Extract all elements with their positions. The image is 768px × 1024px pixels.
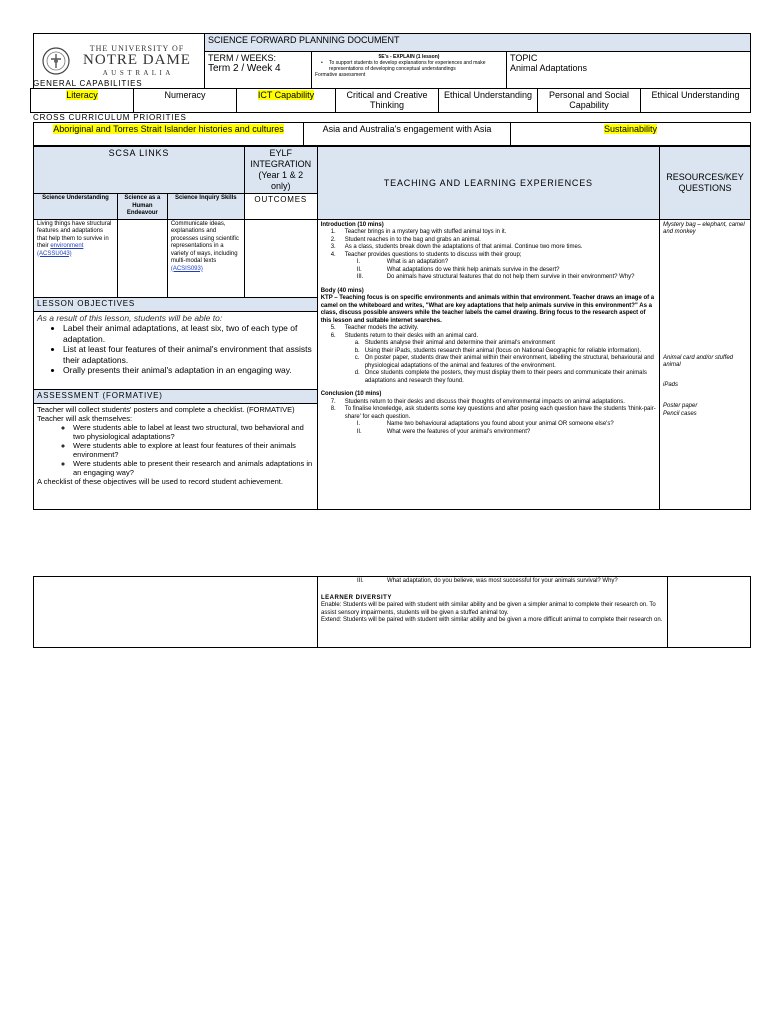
objective-item: • List at least four features of their animal's environment that assists their adaptations. [63, 344, 314, 365]
lesson-objectives-cell [34, 311, 318, 389]
general-capabilities-table [30, 88, 751, 113]
resources-heading: RESOURCES/KEY QUESTIONS [659, 147, 750, 220]
resource-ipads: iPads [662, 381, 678, 388]
body-ktp: KTP – Teaching focus is on specific environments and animals within that environment. Teacher draws an image of a camel on the whiteboard and writes, "What are key adaptations that help animals survive in this environment?" As a class, discuss possible answers while the teacher labels the camel drawing. Bring focus to the research aspect of this lesson and suitable internet searches. [320, 295, 655, 324]
learner-diversity-heading: LEARNER DIVERSITY [321, 594, 392, 601]
intro-heading: Introduction (10 mins) [320, 221, 384, 228]
resource-pencil-cases: Pencil cases [662, 410, 697, 417]
conclusion-heading: Conclusion (10 mins) [320, 391, 382, 397]
resource-mystery-bag: Mystery bag – elephant, camel and monkey [662, 221, 745, 235]
intro-question: I. What is an adaptation? [356, 259, 449, 265]
assessment-line1: Teacher will collect students' posters and complete a checklist. (FORMATIVE) [37, 404, 295, 414]
cross-curriculum-heading: CROSS CURRICULUM PRIORITIES [33, 113, 187, 122]
body-subitem: b. Using their iPads, students research their animal (focus on National Geographic for reliable information). [354, 347, 642, 354]
objectives-intro: As a result of this lesson, students will be able to: [37, 312, 223, 323]
continuation-table [33, 576, 751, 648]
body-subitem: d. Once students complete the posters, they must display them to their peers and communicate their animals adaptations and research they found. [354, 370, 647, 384]
capability-ict: ICT Capability [237, 89, 336, 113]
col-science-understanding: Science Understanding [34, 194, 118, 220]
assessment-item: ◦ Were students able to label at least two structural, two behavioral and two physiological adaptations? [73, 423, 314, 441]
inquiry-skills-cell: Communicate ideas, explanations and processes using scientific representations in a variety of ways, including multi-modal texts (ACSIS093) [167, 219, 244, 297]
resource-poster-paper: Poster paper [662, 403, 698, 409]
teaching-experiences-cell [317, 219, 659, 510]
cross-curriculum-table [33, 122, 751, 146]
doc-title: SCIENCE FORWARD PLANNING DOCUMENT [205, 34, 751, 52]
topic-value: Animal Adaptations [510, 63, 588, 74]
objective-item: • Label their animal adaptations, at least six, two of each type of adaptation. [63, 323, 314, 344]
capability-personal-social: Personal and Social Capability [538, 89, 641, 113]
resources-cell [659, 219, 750, 510]
focus-footer: Formative assessment [315, 71, 366, 78]
objective-item: • Orally presents their animal's adaptation in an engaging way. [63, 365, 314, 376]
capability-ethical-2: Ethical Understanding [641, 89, 751, 113]
acssu043-link[interactable]: (ACSSU043) [37, 250, 72, 257]
col-human-endeavour: Science as a Human Endeavour [117, 194, 167, 220]
eylf-outcomes-cell [244, 219, 317, 297]
capability-literacy: Literacy [31, 89, 134, 113]
conclusion-question: II. What were the features of your animal's environment? [356, 428, 531, 435]
eylf-heading: EYLF INTEGRATION (Year 1 & 2 only) [244, 147, 317, 194]
intro-question: II. What adaptations do we think help animals survive in the desert? [356, 266, 560, 273]
capability-ethical-1: Ethical Understanding [439, 89, 538, 113]
intro-item: 1. Teacher brings in a mystery bag with stuffed animal toys in it. [330, 229, 507, 235]
university-name-line2: NOTRE DAME [83, 52, 191, 69]
body-subitem: a. Students analyse their animal and determine their animal's environment [354, 340, 555, 346]
body-item: 6. Students return to their desks with an animal card. [330, 332, 479, 339]
assessment-item: ◦ Were students able to present their research and animals adaptations in an engaging way? [73, 459, 314, 477]
body-item: 5. Teacher models the activity. [330, 325, 419, 331]
body-subitem: c. On poster paper, students draw their animal within their environment, labelling the structural, behavioural and physiological adaptations of the animal and features of the environment. [354, 355, 654, 369]
human-endeavour-cell [117, 219, 167, 297]
conclusion-item: 8. To finalise knowledge, ask students some key questions and after posing each question have the students 'think-pair-share' for each question. [330, 406, 656, 420]
intro-item: 4. Teacher provides questions to students to discuss with their group; [330, 251, 522, 258]
intro-item: 2. Student reaches in to the bag and grabs an animal. [330, 236, 481, 243]
assessment-cell [34, 403, 318, 510]
body-heading: Body (40 mins) [320, 287, 364, 294]
topic-cell [507, 51, 751, 88]
focus-bullet: • To support students to develop explanations for experiences and make representations of developing conceptual understandings [321, 59, 486, 72]
environment-link[interactable]: environment [50, 243, 84, 249]
priority-sustainability: Sustainability [511, 123, 751, 146]
teaching-heading: TEACHING AND LEARNING EXPERIENCES [317, 147, 659, 220]
capability-critical-thinking: Critical and Creative Thinking [336, 89, 439, 113]
university-name-line1: THE UNIVERSITY OF [89, 44, 185, 53]
term-cell [205, 51, 312, 88]
conclusion-item: 7. Students return to their desks and discuss their thoughts of environmental impacts on animal adaptations. [330, 398, 625, 405]
scsa-links-heading: SCSA LINKS [34, 147, 245, 194]
continuation-resources-cell [668, 577, 751, 648]
resource-animal-card: Animal card and/or stuffed animal [662, 354, 734, 368]
topic-label: TOPIC [510, 52, 538, 63]
intro-item: 3. As a class, students break down the adaptations of that animal. Continue two more times. [330, 244, 583, 250]
assessment-line2: Teacher will ask themselves: [37, 413, 133, 423]
acsis093-link[interactable]: (ACSIS093) [170, 265, 203, 272]
general-capabilities-heading: GENERAL CAPABILITIES [33, 79, 143, 88]
university-crest-icon [41, 43, 71, 81]
continuation-teaching-cell [318, 577, 668, 648]
assessment-item: ◦ Were students able to explore at least four features of their animals environment? [73, 441, 314, 459]
university-name-line3: A U S T R A L I A [102, 69, 172, 78]
assessment-closing: A checklist of these objectives will be used to record student achievement. [37, 476, 283, 486]
learner-diversity-enable: Enable: Students will be paired with student with similar ability and be given a simpler animal to complete their research on. To assist sensory impairments, students will be given a stuffed animal toy. [321, 602, 656, 616]
col-inquiry-skills: Science Inquiry Skills [167, 194, 244, 220]
priority-asia: Asia and Australia's engagement with Asia [304, 123, 511, 146]
term-value: Term 2 / Week 4 [208, 63, 281, 75]
intro-question: III. Do animals have structural features that do not help them survive in their environment? Why? [356, 274, 635, 280]
learner-diversity-extend: Extend: Students will be paired with student with similar ability and be given a more difficult animal to complete their research on. [321, 617, 663, 623]
capability-numeracy: Numeracy [134, 89, 237, 113]
term-label: TERM / WEEKS: [208, 52, 277, 63]
assessment-heading: ASSESSMENT (FORMATIVE) [34, 389, 318, 403]
planning-table [33, 146, 751, 510]
focus-title: 5E's - EXPLAIN (1 lesson) [378, 53, 440, 60]
continuation-left-cell [34, 577, 318, 648]
science-understanding-cell: Living things have structural features and adaptations that help them to survive in their environment (ACSSU043) [34, 219, 118, 297]
conclusion-question: I. Name two behavioural adaptations you found about your animal OR someone else's? [356, 421, 614, 427]
focus-cell [312, 51, 507, 88]
lesson-objectives-heading: LESSON OBJECTIVES [34, 297, 318, 311]
outcomes-heading: OUTCOMES [244, 194, 317, 220]
priority-aboriginal: Aboriginal and Torres Strait Islander histories and cultures [34, 123, 304, 146]
conclusion-question: III. What adaptation, do you believe, was most successful for your animals survival? Why? [357, 578, 618, 584]
